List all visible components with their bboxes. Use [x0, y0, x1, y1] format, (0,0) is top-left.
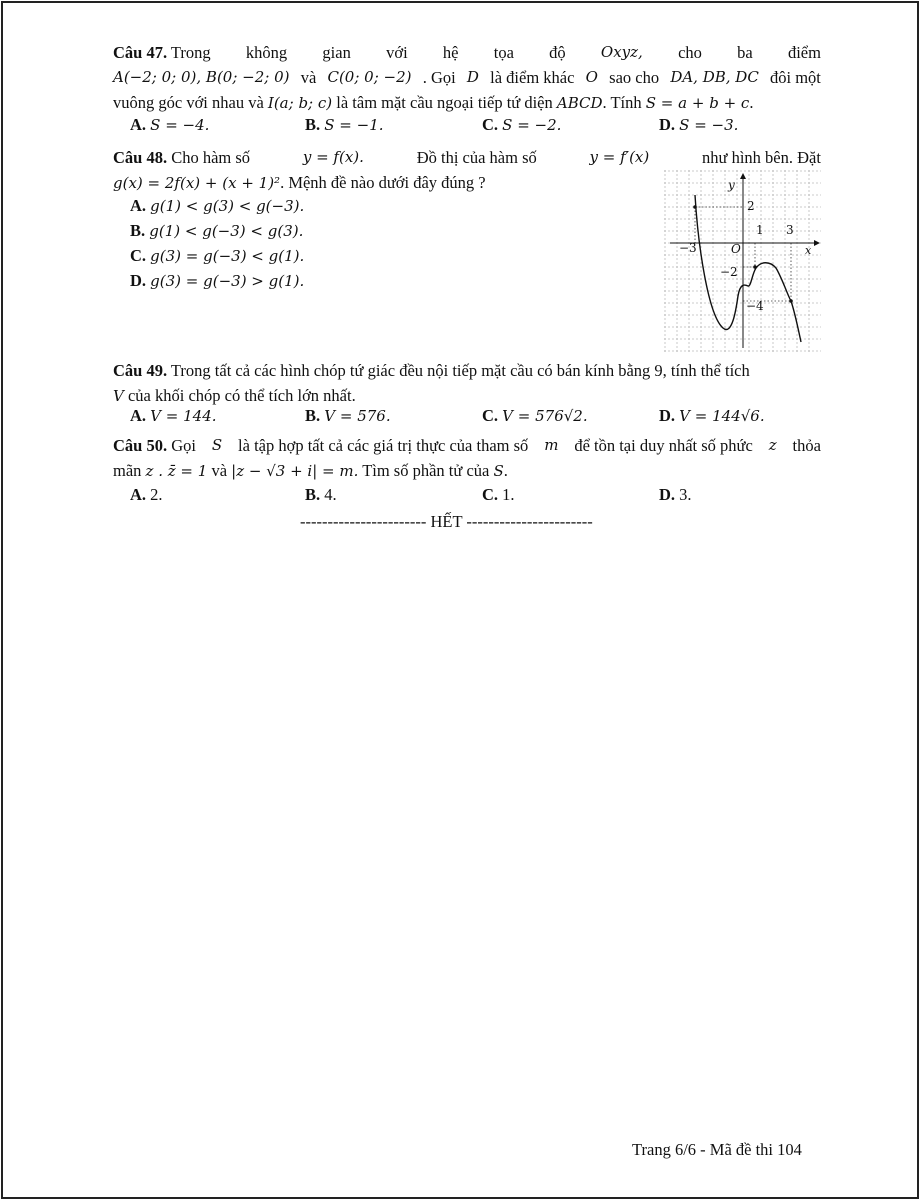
q47-line-3: vuông góc với nhau và I(a; b; c) là tâm mặt cầu ngoại tiếp tứ diện ABCD. Tính S = a + b + c.: [113, 93, 754, 112]
q48-option-a: A. g(1) < g(3) < g(−3).: [130, 196, 305, 215]
tick-label-1: 1: [756, 223, 764, 237]
point-minus3-2: [693, 205, 697, 209]
x-axis-arrow: [814, 240, 820, 246]
question-47: [113, 40, 821, 115]
q48-line-2: g(x) = 2f(x) + (x + 1)². Mệnh đề nào dưới đây đúng ?: [113, 173, 486, 192]
q50-line-1: Câu 50. Gọi S là tập hợp tất cả các giá trị thực của tham số m để tồn tại duy nhất số phức z thỏa: [113, 436, 821, 455]
q49-option-b: B. V = 576.: [305, 406, 391, 425]
q50-option-b: B. 4.: [305, 485, 337, 504]
q47-options: [130, 115, 830, 140]
question-50: [113, 433, 821, 483]
q49-label: Câu 49.: [113, 361, 168, 380]
x-axis-label: x: [805, 244, 812, 257]
tick-label-minus2: −2: [720, 265, 738, 279]
q48-option-d: D. g(3) = g(−3) > g(1).: [130, 271, 305, 290]
tick-label-minus4: −4: [746, 299, 764, 313]
q49-options: [130, 406, 830, 431]
page-footer: Trang 6/6 - Mã đề thi 104: [632, 1140, 802, 1159]
q47-line-2: A(−2; 0; 0), B(0; −2; 0) và C(0; 0; −2) . Gọi D là điểm khác O sao cho DA, DB, DC đôi một: [113, 68, 821, 87]
end-marker: ----------------------- HẾT -----------------------: [300, 512, 593, 531]
q50-option-d: D. 3.: [659, 485, 692, 504]
q49-option-c: C. V = 576√2.: [482, 406, 588, 425]
q50-label: Câu 50.: [113, 436, 168, 455]
q47-option-a: A. S = −4.: [130, 115, 210, 134]
derivative-graph: [664, 170, 821, 352]
q48-option-c: C. g(3) = g(−3) < g(1).: [130, 246, 305, 265]
q49-line-1: Câu 49. Trong tất cả các hình chóp tứ giác đều nội tiếp mặt cầu có bán kính bằng 9, tính thể tích: [113, 361, 750, 380]
tick-label-3: 3: [786, 223, 794, 237]
tick-label-2: 2: [747, 199, 755, 213]
q50-option-a: A. 2.: [130, 485, 163, 504]
point-3-minus4: [789, 299, 793, 303]
q49-line-2: V của khối chóp có thể tích lớn nhất.: [113, 386, 356, 405]
q49-option-d: D. V = 144√6.: [659, 406, 765, 425]
q47-option-b: B. S = −1.: [305, 115, 384, 134]
origin-label: O: [731, 242, 741, 256]
point-1-minus2: [753, 265, 757, 269]
q50-line-2: mãn z . z̄ = 1 và |z − √3 + i| = m. Tìm số phần tử của S.: [113, 461, 508, 480]
q47-option-d: D. S = −3.: [659, 115, 739, 134]
q50-option-c: C. 1.: [482, 485, 515, 504]
q48-label: Câu 48.: [113, 148, 168, 167]
q48-option-b: B. g(1) < g(−3) < g(3).: [130, 221, 304, 240]
q47-line-1: Câu 47. Trong không gian với hệ tọa độ Oxyz, cho ba điểm: [113, 43, 821, 62]
question-49: [113, 358, 821, 408]
q49-option-a: A. V = 144.: [130, 406, 217, 425]
tick-label-minus3: −3: [679, 241, 697, 255]
q47-option-c: C. S = −2.: [482, 115, 562, 134]
y-axis-label: y: [728, 178, 735, 192]
q48-line-1: Câu 48. Cho hàm số y = f(x). Đồ thị của hàm số y = f′(x) như hình bên. Đặt: [113, 148, 821, 167]
y-axis-arrow: [740, 173, 746, 179]
graph-axes: [670, 178, 814, 348]
q50-options: [130, 485, 830, 510]
q47-label: Câu 47.: [113, 43, 168, 62]
